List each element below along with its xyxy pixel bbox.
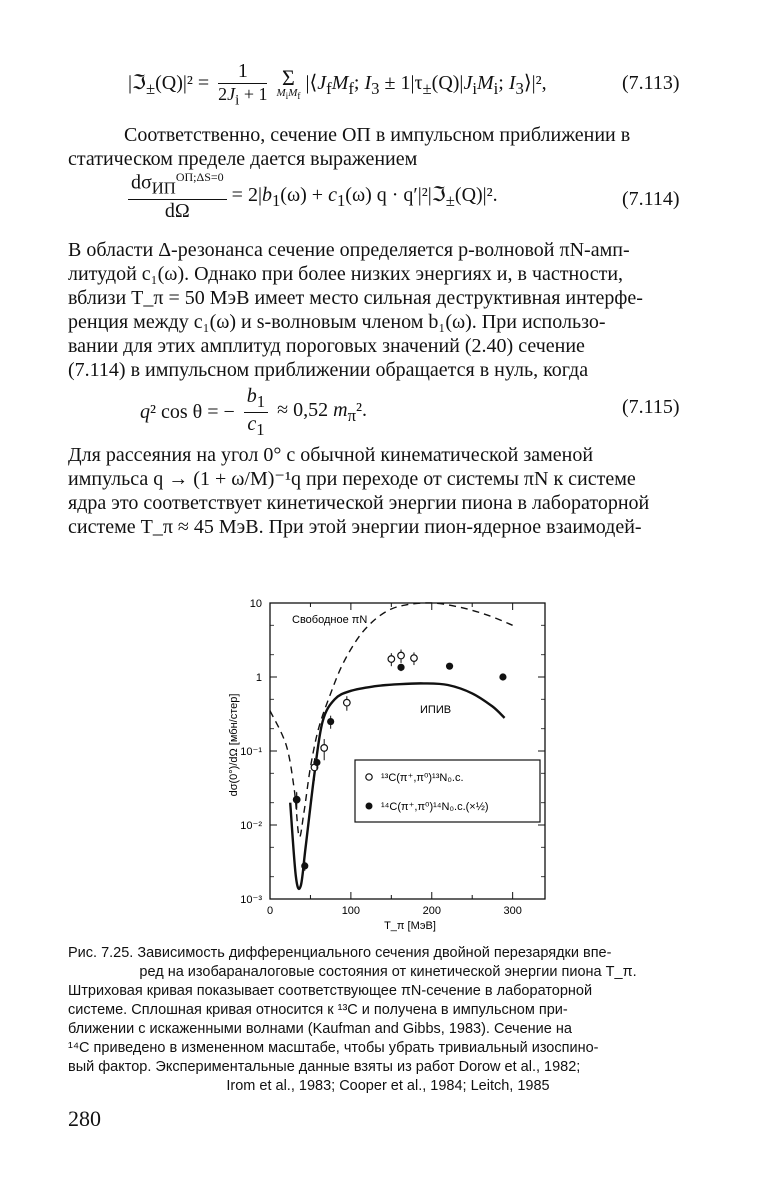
- legend-open-marker: [366, 774, 372, 780]
- y-axis-label: dσ(0°)/dΩ [мбн/стер]: [228, 693, 240, 797]
- caption-line: ред на изобараналоговые состояния от кинетической энергии пиона T_π.: [139, 964, 637, 980]
- y-tick-label: 10: [249, 598, 262, 610]
- x-axis-label: T_π [МэВ]: [384, 920, 436, 932]
- data-point-13c: [388, 656, 395, 663]
- caption-line: ¹⁴C приведено в измененном масштабе, чтобы убрать тривиальный изоспино-: [68, 1040, 599, 1056]
- data-point-14c: [327, 718, 334, 725]
- y-tick-label: 1: [255, 672, 262, 684]
- data-point-14c: [397, 664, 404, 671]
- text-line: ренция между c₁(ω) и s-волновым членом b₁(ω). При использо-: [68, 311, 606, 333]
- text-line: вании для этих амплитуд пороговых значений (2.40) сечение: [68, 335, 585, 357]
- caption-line: Irom et al., 1983; Cooper et al., 1984; Leitch, 1985: [226, 1078, 550, 1094]
- equation-7-114: $d\sigma_{ИП}^{ОП;\Delta S=0}$ dΩ = $2|b_1(\omega) + c_1(\omega) q$ · q′|²|ℑ$_\pm$(Q)|².: [128, 170, 498, 223]
- data-point-13c: [344, 699, 351, 706]
- legend-label-13c: ¹³C(π⁺,π⁰)¹³N₀.c.: [381, 772, 464, 784]
- caption-line: системе. Сплошная кривая относится к ¹³C и получена в импульсном при-: [68, 1002, 568, 1018]
- x-tick-label: 300: [503, 905, 522, 917]
- x-tick-label: 200: [422, 905, 441, 917]
- text-line: вблизи T_π = 50 МэВ имеет место сильная деструктивная интерфе-: [68, 287, 643, 309]
- paragraph-3: [68, 443, 708, 539]
- caption-line: Штриховая кривая показывает соответствующее πN-сечение в лабораторной: [68, 983, 593, 999]
- paragraph-1: [68, 123, 708, 171]
- y-tick-label: 10⁻¹: [240, 746, 262, 758]
- caption-line: вый фактор. Экспериментальные данные взяты из работ Dorow et al., 1982;: [68, 1059, 581, 1075]
- paragraph-2: [68, 238, 708, 382]
- text-line: системе T_π ≈ 45 МэВ. При этой энергии пион-ядерное взаимодей-: [68, 516, 642, 538]
- figure-caption: [68, 944, 708, 1096]
- text-line: статическом пределе дается выражением: [68, 148, 418, 170]
- data-point-14c: [499, 673, 506, 680]
- caption-line: ближении с искаженными волнами (Kaufman and Gibbs, 1983). Сечение на: [68, 1021, 572, 1037]
- legend-filled-marker: [366, 803, 373, 810]
- figure-7-25-chart: [215, 565, 555, 935]
- text-line: литудой c₁(ω). Однако при более низких энергиях и, в частности,: [68, 263, 624, 285]
- legend: [355, 760, 540, 822]
- data-point-13c: [411, 655, 418, 662]
- x-tick-label: 0: [266, 905, 274, 917]
- caption-line: Рис. 7.25. Зависимость дифференциального сечения двойной перезарядки впе-: [68, 945, 612, 961]
- data-point-14c: [446, 663, 453, 670]
- plot-frame: [270, 603, 545, 899]
- text-line: Соответственно, сечение ОП в импульсном приближении в: [124, 124, 631, 146]
- equation-7-115: q² cos θ = − $\frac{b_1}{c_1}$ ≈ 0,52 $m_\pi^2$.: [140, 385, 367, 439]
- equation-number: (7.114): [622, 188, 680, 210]
- legend-label-14c: ¹⁴C(π⁺,π⁰)¹⁴N₀.c.(×½): [381, 801, 489, 813]
- equation-number: (7.115): [622, 396, 680, 418]
- data-point-14c: [293, 796, 300, 803]
- data-point-13c: [398, 652, 405, 659]
- x-tick-label: 100: [341, 905, 361, 917]
- equation-number: (7.113): [622, 72, 680, 94]
- data-point-13c: [321, 745, 328, 752]
- page-number: 280: [68, 1106, 101, 1131]
- ipiv-label: ИПИВ: [420, 704, 452, 716]
- equation-7-113: |ℑ$_\pm$(Q)|² = $\frac{1}{2J_i + 1}$ Σ $M_iM_f$ $|⟨J_fM_f$; $I_3 \pm 1|\tau_\pm(Q)|J_iM_i$; $I_3⟩|^2$,: [128, 60, 547, 109]
- data-point-14c: [313, 759, 320, 766]
- y-tick-label: 10⁻²: [240, 820, 262, 832]
- free-piN-label: Свободное πN: [292, 614, 368, 626]
- text-line: (7.114) в импульсном приближении обращается в нуль, когда: [68, 359, 589, 381]
- text-line: Для рассеяния на угол 0° с обычной кинематической заменой: [68, 444, 594, 466]
- text-line: ядра это соответствует кинетической энергии пиона в лабораторной: [68, 492, 650, 514]
- data-point-14c: [301, 862, 308, 869]
- y-tick-label: 10⁻³: [240, 894, 262, 906]
- text-line: импульса q → (1 + ω/M)⁻¹q при переходе от системы πN к системе: [68, 468, 636, 490]
- text-line: В области Δ-резонанса сечение определяется p-волновой πN-амп-: [68, 239, 630, 261]
